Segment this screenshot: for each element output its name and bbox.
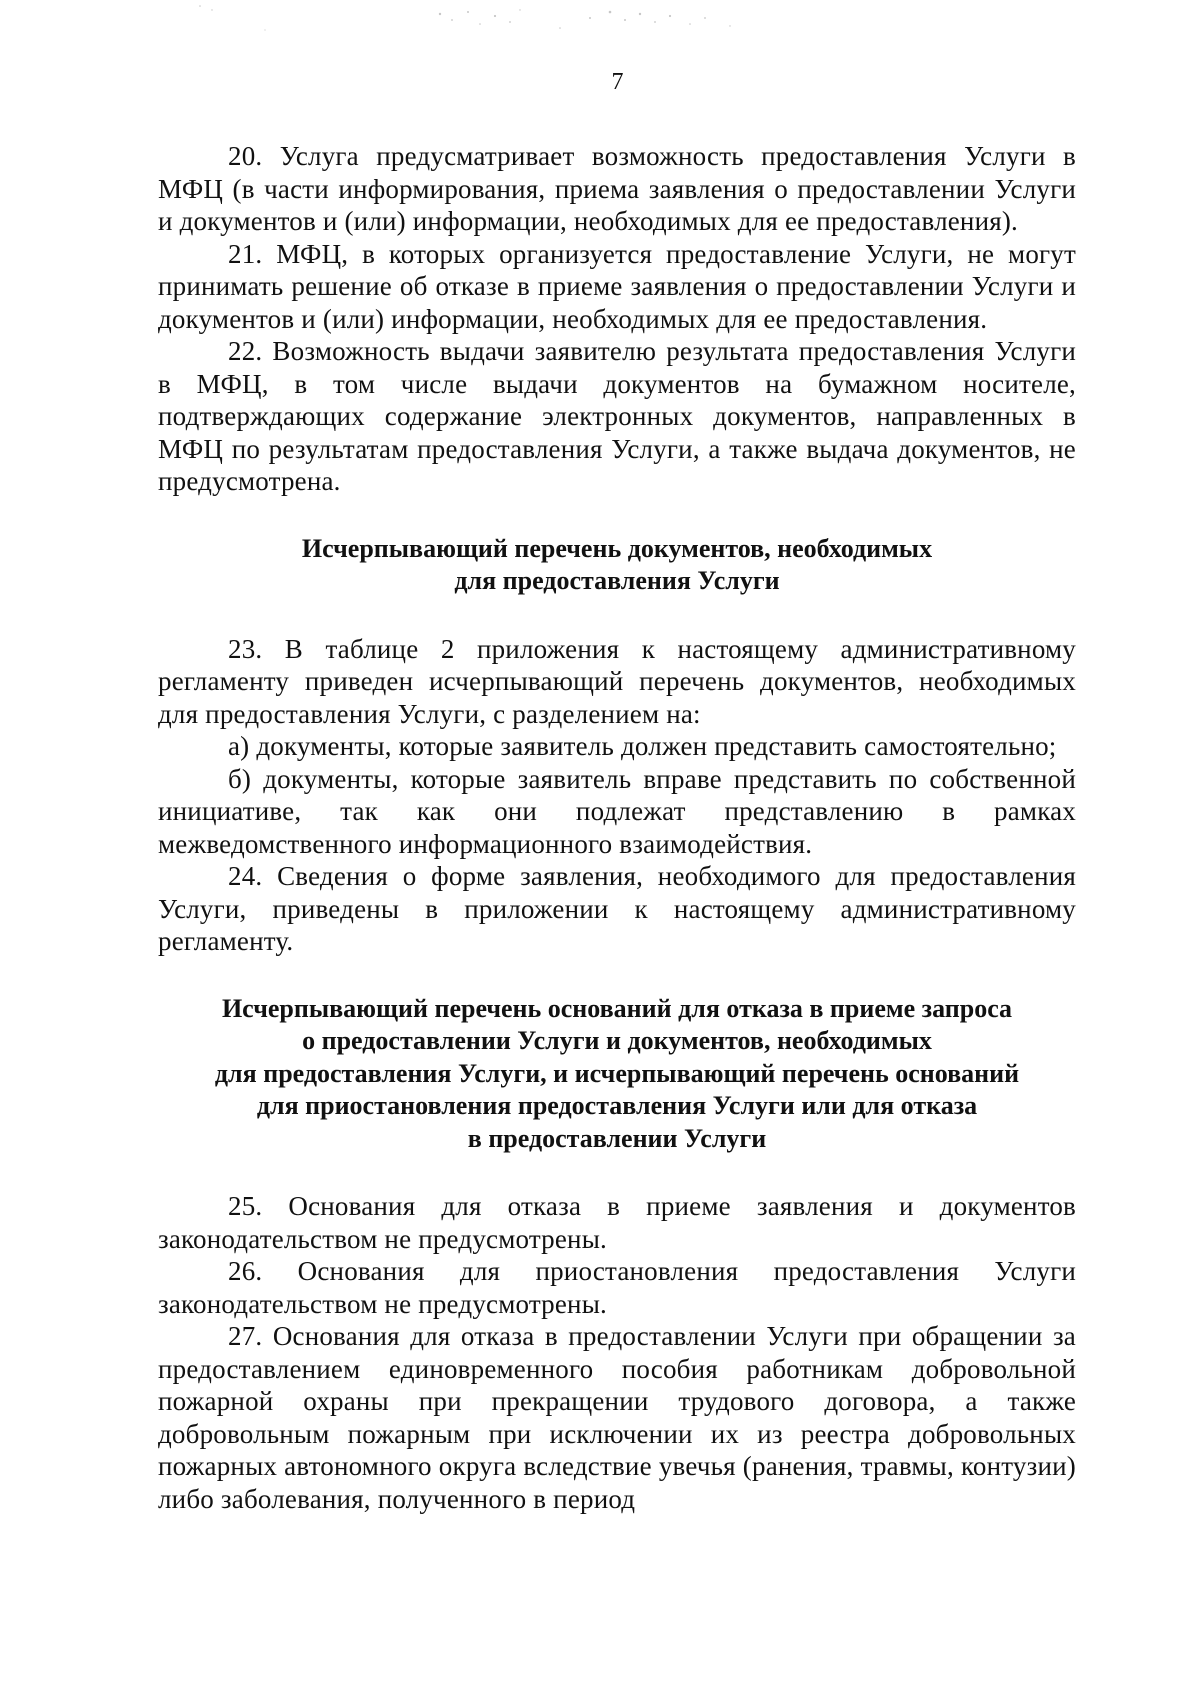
heading-documents-list	[158, 533, 1076, 598]
heading-refusal-grounds	[158, 993, 1076, 1156]
paragraph-24: 24. Сведения о форме заявления, необходимого для предоставления Услуги, приведены в приложении к настоящему административному регламенту.	[158, 861, 1076, 956]
paragraph-20: 20. Услуга предусматривает возможность предоставления Услуги в МФЦ (в части информирования, приема заявления о предоставлении Услуги и документов и (или) информации, необходимых для ее предоставления).	[158, 141, 1076, 236]
heading-line: для приостановления предоставления Услуги или для отказа	[256, 1091, 978, 1120]
paragraph-21: 21. МФЦ, в которых организуется предоставление Услуги, не могут принимать решение об отказе в приеме заявления о предоставлении Услуги и документов и (или) информации, необходимых для ее предоставления.	[158, 238, 1076, 334]
paragraph-23-a: а) документы, которые заявитель должен представить самостоятельно;	[228, 731, 1057, 761]
page-number: 7	[611, 69, 624, 95]
paragraph-26: 26. Основания для приостановления предоставления Услуги законодательством не предусмотрены.	[158, 1256, 1076, 1319]
heading-line: для предоставления Услуги, и исчерпывающий перечень оснований	[214, 1058, 1020, 1088]
paragraph-27: 27. Основания для отказа в предоставлении Услуги при обращении за предоставлением единовременного пособия работникам добровольной пожарной охраны при прекращении трудового договора, а также добровольным пожарным при исключении их из реестра добровольных пожарных автономного округа вследствие увечья (ранения, травмы, контузии) либо заболевания, полученного в период	[158, 1321, 1076, 1514]
heading-line: в предоставлении Услуги	[467, 1123, 767, 1153]
paragraph-23: 23. В таблице 2 приложения к настоящему административному регламенту приведен исчерпывающий перечень документов, необходимых для предоставления Услуги, с разделением на:	[158, 633, 1076, 729]
heading-line: о предоставлении Услуги и документов, необходимых	[302, 1026, 932, 1055]
heading-line: для предоставления Услуги	[454, 566, 780, 595]
scan-noise-decoration	[0, 0, 1200, 40]
heading-line: Исчерпывающий перечень оснований для отказа в приеме запроса	[221, 993, 1013, 1023]
paragraph-23-b: б) документы, которые заявитель вправе представить по собственной инициативе, так как они подлежат представлению в рамках межведомственного информационного взаимодействия.	[158, 763, 1076, 859]
paragraph-25: 25. Основания для отказа в приеме заявления и документов законодательством не предусмотрены.	[158, 1191, 1076, 1254]
heading-line: Исчерпывающий перечень документов, необходимых	[301, 533, 933, 563]
paragraph-22: 22. Возможность выдачи заявителю результата предоставления Услуги в МФЦ, в том числе выдачи документов на бумажном носителе, подтверждающих содержание электронных документов, направленных в МФЦ по результатам предоставления Услуги, а также выдача документов, не предусмотрена.	[158, 336, 1076, 496]
document-body	[158, 140, 1076, 1515]
